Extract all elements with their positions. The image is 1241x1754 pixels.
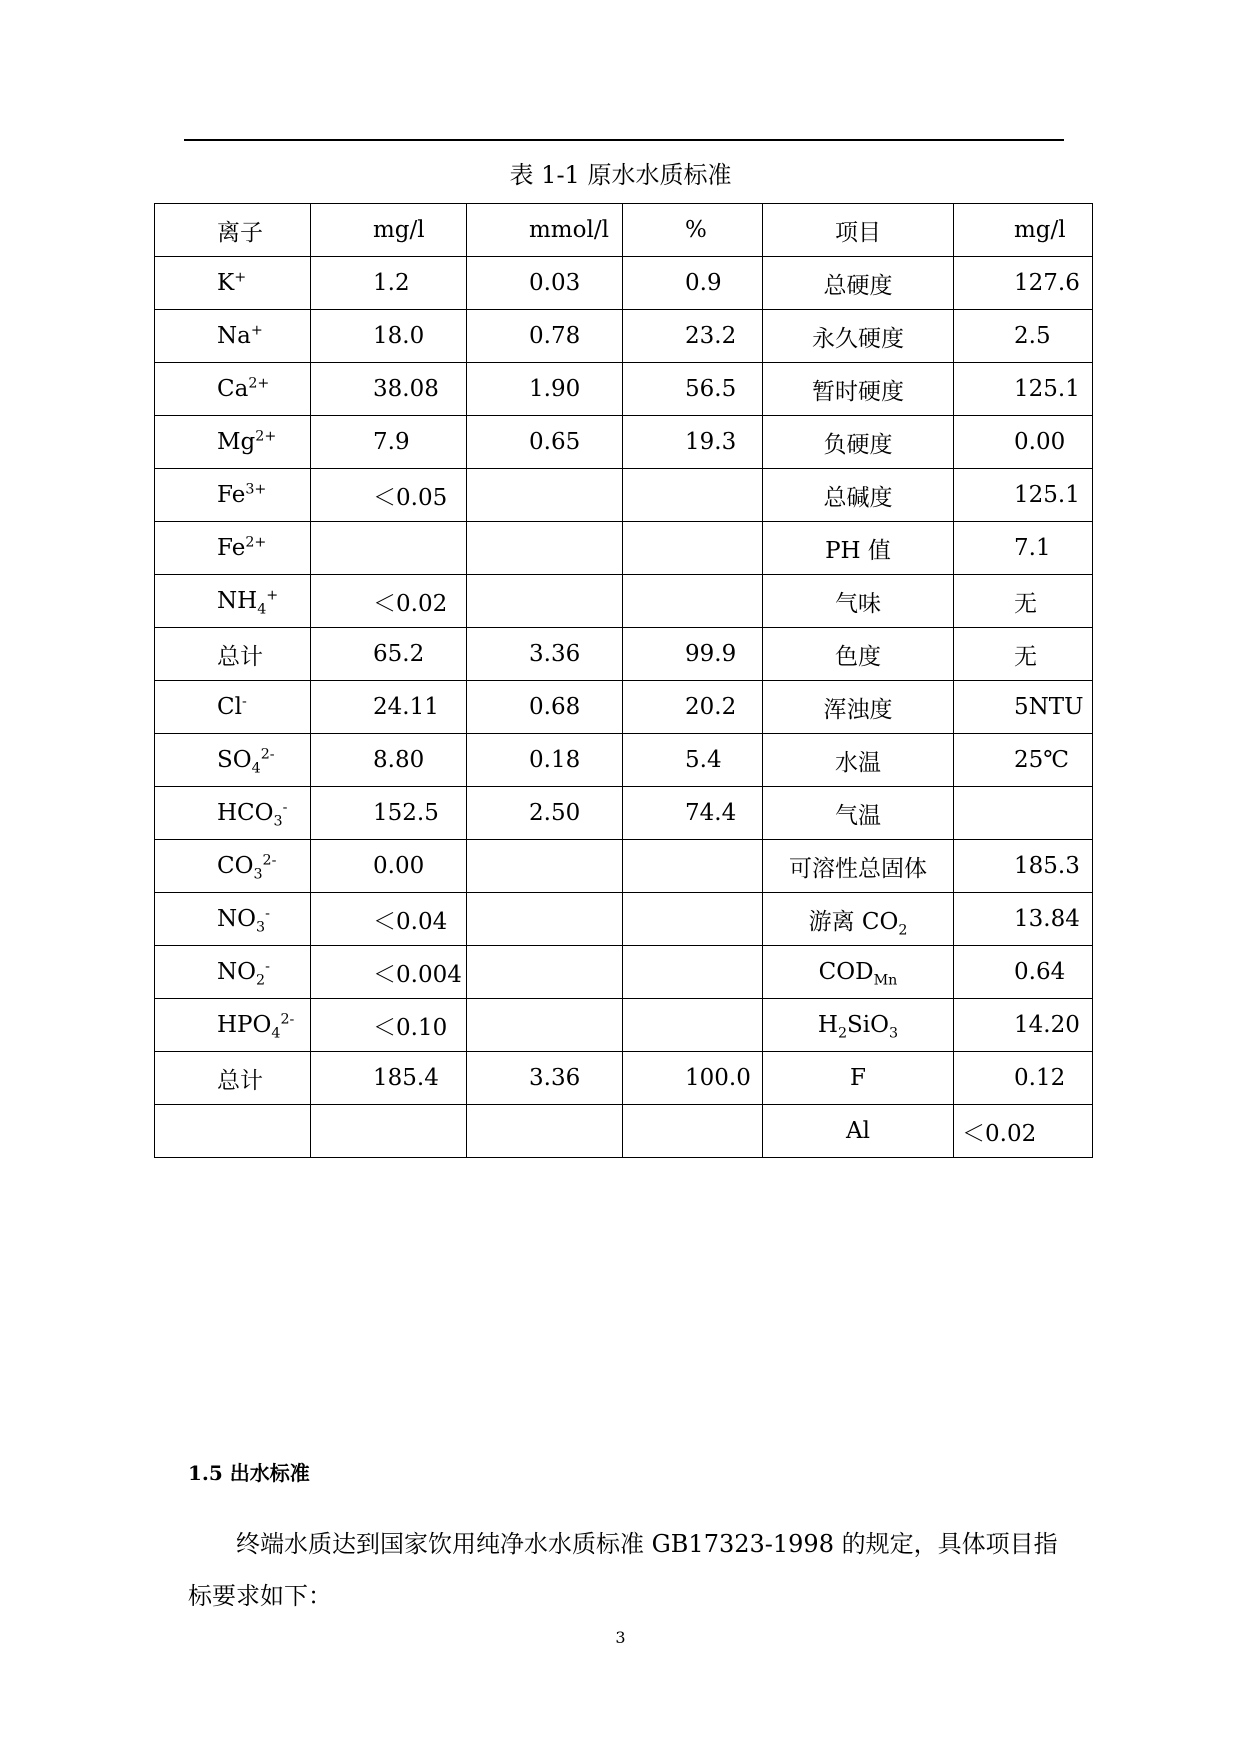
item-label: 浑浊度: [823, 696, 893, 723]
ion-symbol: CO: [217, 853, 254, 879]
mg-per-l-cell: ＜0.10: [311, 999, 467, 1052]
percent-cell: [623, 840, 763, 893]
percent-cell: 74.4: [623, 787, 763, 840]
percent-cell: [623, 999, 763, 1052]
item-cell: [763, 628, 954, 681]
mg-per-l-cell: ＜0.05: [311, 469, 467, 522]
ion-charge: 2+: [245, 534, 267, 551]
mmol-per-l-cell: 0.18: [467, 734, 623, 787]
ion-cell: [155, 999, 311, 1052]
item-value-cell: 127.6: [954, 257, 1093, 310]
item-label: 永久硬度: [812, 325, 904, 352]
body-paragraph: 终端水质达到国家饮用纯净水水质标准 GB17323-1998 的规定，具体项目指标要求如下：: [188, 1530, 1058, 1610]
item-value-cell: 5NTU: [954, 681, 1093, 734]
mg-per-l-cell: [311, 1105, 467, 1158]
table-row: [155, 946, 1093, 999]
table-row: [155, 575, 1093, 628]
ion-cell: [155, 257, 311, 310]
mg-per-l-cell: 0.00: [311, 840, 467, 893]
item-subscript: 2: [837, 1025, 848, 1042]
ion-symbol: Fe: [217, 535, 246, 561]
ion-symbol: K: [217, 270, 235, 296]
item-value-cell: [954, 787, 1093, 840]
table-row: [155, 257, 1093, 310]
ion-charge: -: [265, 905, 270, 922]
item-value-cell: 185.3: [954, 840, 1093, 893]
ion-charge: -: [282, 799, 288, 816]
table-header-row: [155, 204, 1093, 257]
table-row: [155, 628, 1093, 681]
mmol-per-l-cell: 0.65: [467, 416, 623, 469]
ion-charge: 2-: [260, 746, 275, 763]
item-cell: [763, 1052, 954, 1105]
item-value-cell: 0.64: [954, 946, 1093, 999]
mg-per-l-cell: 8.80: [311, 734, 467, 787]
mg-per-l-cell: 18.0: [311, 310, 467, 363]
ion-subscript: 3: [253, 866, 263, 883]
column-header: mmol/l: [467, 204, 623, 257]
ion-symbol: 总计: [217, 1067, 263, 1094]
item-value-cell: 125.1: [954, 363, 1093, 416]
mmol-per-l-cell: [467, 840, 623, 893]
mg-per-l-cell: 1.2: [311, 257, 467, 310]
ion-cell: [155, 469, 311, 522]
item-label: 气味: [835, 590, 881, 617]
item-tail-subscript: 3: [889, 1025, 899, 1042]
ion-charge: +: [266, 587, 279, 604]
column-header: 项目: [763, 204, 954, 257]
mg-per-l-cell: ＜0.004: [311, 946, 467, 999]
column-header: %: [623, 204, 763, 257]
percent-cell: 5.4: [623, 734, 763, 787]
ion-subscript: 3: [255, 919, 266, 936]
ion-symbol: NO: [217, 959, 256, 985]
ion-charge: 2-: [262, 852, 277, 869]
ion-charge: 3+: [245, 481, 267, 498]
table-row: [155, 522, 1093, 575]
percent-cell: 0.9: [623, 257, 763, 310]
percent-cell: 100.0: [623, 1052, 763, 1105]
ion-cell: [155, 363, 311, 416]
item-cell: [763, 946, 954, 999]
mmol-per-l-cell: 0.68: [467, 681, 623, 734]
item-label: PH 值: [825, 537, 891, 564]
item-label: Al: [846, 1118, 870, 1144]
ion-cell: [155, 416, 311, 469]
percent-cell: [623, 893, 763, 946]
item-value-cell: 2.5: [954, 310, 1093, 363]
percent-cell: [623, 946, 763, 999]
page-number: 3: [615, 1628, 626, 1647]
ion-cell: [155, 575, 311, 628]
ion-symbol: HCO: [217, 800, 274, 826]
percent-cell: 56.5: [623, 363, 763, 416]
mmol-per-l-cell: [467, 522, 623, 575]
table-body: [155, 204, 1093, 1158]
ion-symbol: Na: [217, 323, 251, 349]
table-row: [155, 734, 1093, 787]
mmol-per-l-cell: 3.36: [467, 628, 623, 681]
item-value-cell: 7.1: [954, 522, 1093, 575]
mmol-per-l-cell: [467, 575, 623, 628]
item-cell: [763, 575, 954, 628]
item-cell: [763, 469, 954, 522]
ion-subscript: 4: [271, 1025, 281, 1042]
ion-cell: [155, 893, 311, 946]
percent-cell: 99.9: [623, 628, 763, 681]
item-cell: [763, 999, 954, 1052]
ion-cell: [155, 1052, 311, 1105]
item-cell: [763, 734, 954, 787]
item-value-cell: 0.00: [954, 416, 1093, 469]
mmol-per-l-cell: [467, 469, 623, 522]
ion-symbol: Ca: [217, 376, 249, 402]
ion-cell: [155, 734, 311, 787]
ion-subscript: 4: [251, 760, 261, 777]
item-label: 色度: [835, 643, 881, 670]
ion-cell: [155, 522, 311, 575]
item-cell: [763, 893, 954, 946]
ion-symbol: Fe: [217, 482, 246, 508]
percent-cell: 20.2: [623, 681, 763, 734]
item-cell: [763, 840, 954, 893]
table-row: [155, 787, 1093, 840]
ion-symbol: SO: [217, 747, 252, 773]
column-header: mg/l: [954, 204, 1093, 257]
mmol-per-l-cell: [467, 946, 623, 999]
ion-symbol: HPO: [217, 1012, 272, 1038]
mmol-per-l-cell: 3.36: [467, 1052, 623, 1105]
item-label: 气温: [835, 802, 881, 829]
table-caption: 表 1-1 原水水质标准: [509, 161, 732, 189]
ion-subscript: 3: [273, 813, 283, 830]
ion-subscript: 4: [257, 601, 267, 618]
item-label: F: [850, 1065, 866, 1091]
ion-symbol: NH: [217, 588, 258, 614]
water-quality-table: [154, 203, 1093, 1158]
ion-charge: 2+: [248, 375, 270, 392]
mg-per-l-cell: ＜0.04: [311, 893, 467, 946]
item-label: COD: [818, 959, 874, 985]
item-value-cell: 14.20: [954, 999, 1093, 1052]
mmol-per-l-cell: 1.90: [467, 363, 623, 416]
percent-cell: 19.3: [623, 416, 763, 469]
item-value-cell: 13.84: [954, 893, 1093, 946]
mg-per-l-cell: 38.08: [311, 363, 467, 416]
ion-charge: 2-: [280, 1011, 295, 1028]
item-label-tail: SiO: [847, 1012, 890, 1038]
ion-cell: [155, 628, 311, 681]
table-row: [155, 469, 1093, 522]
ion-symbol: NO: [217, 906, 256, 932]
item-cell: [763, 1105, 954, 1158]
ion-cell: [155, 310, 311, 363]
ion-charge: +: [234, 269, 247, 286]
mg-per-l-cell: 185.4: [311, 1052, 467, 1105]
item-cell: [763, 416, 954, 469]
item-label: 可溶性总固体: [789, 855, 927, 882]
ion-charge: -: [265, 958, 270, 975]
item-value-cell: 无: [954, 575, 1093, 628]
item-label: 游离 CO: [808, 908, 899, 935]
column-header: 离子: [155, 204, 311, 257]
mg-per-l-cell: 152.5: [311, 787, 467, 840]
mg-per-l-cell: ＜0.02: [311, 575, 467, 628]
table-row: [155, 840, 1093, 893]
mmol-per-l-cell: 2.50: [467, 787, 623, 840]
table-row: [155, 1105, 1093, 1158]
mmol-per-l-cell: [467, 893, 623, 946]
ion-charge: 2+: [255, 428, 277, 445]
ion-cell: [155, 1105, 311, 1158]
item-value-cell: 25℃: [954, 734, 1093, 787]
item-cell: [763, 787, 954, 840]
mg-per-l-cell: 24.11: [311, 681, 467, 734]
ion-charge: +: [250, 322, 263, 339]
ion-symbol: Mg: [217, 429, 256, 455]
item-label: 暂时硬度: [812, 378, 904, 405]
table-row: [155, 363, 1093, 416]
item-cell: [763, 522, 954, 575]
percent-cell: [623, 522, 763, 575]
table-row: [155, 999, 1093, 1052]
item-value-cell: 125.1: [954, 469, 1093, 522]
mmol-per-l-cell: [467, 1105, 623, 1158]
item-label: H: [817, 1012, 838, 1038]
table-row: [155, 1052, 1093, 1105]
mmol-per-l-cell: 0.03: [467, 257, 623, 310]
item-cell: [763, 363, 954, 416]
item-subscript: Mn: [873, 972, 898, 989]
mg-per-l-cell: 65.2: [311, 628, 467, 681]
percent-cell: 23.2: [623, 310, 763, 363]
ion-cell: [155, 681, 311, 734]
table-row: [155, 681, 1093, 734]
item-cell: [763, 681, 954, 734]
column-header: mg/l: [311, 204, 467, 257]
item-label: 负硬度: [823, 431, 893, 458]
mmol-per-l-cell: 0.78: [467, 310, 623, 363]
item-subscript: 2: [898, 922, 908, 939]
item-value-cell: 无: [954, 628, 1093, 681]
item-label: 总硬度: [823, 272, 893, 299]
table-row: [155, 416, 1093, 469]
ion-symbol: Cl: [217, 694, 242, 720]
item-label: 水温: [835, 749, 881, 776]
item-value-cell: 0.12: [954, 1052, 1093, 1105]
item-label: 总碱度: [823, 484, 893, 511]
item-value-cell: ＜0.02: [954, 1105, 1093, 1158]
item-cell: [763, 257, 954, 310]
ion-cell: [155, 946, 311, 999]
ion-charge: -: [241, 693, 247, 710]
percent-cell: [623, 1105, 763, 1158]
ion-cell: [155, 787, 311, 840]
section-heading: 1.5 出水标准: [188, 1461, 310, 1485]
ion-cell: [155, 840, 311, 893]
percent-cell: [623, 469, 763, 522]
item-cell: [763, 310, 954, 363]
header-rule: [184, 139, 1064, 141]
table-row: [155, 310, 1093, 363]
mmol-per-l-cell: [467, 999, 623, 1052]
table-row: [155, 893, 1093, 946]
mg-per-l-cell: 7.9: [311, 416, 467, 469]
mg-per-l-cell: [311, 522, 467, 575]
ion-symbol: 总计: [217, 643, 263, 670]
percent-cell: [623, 575, 763, 628]
ion-subscript: 2: [255, 972, 266, 989]
